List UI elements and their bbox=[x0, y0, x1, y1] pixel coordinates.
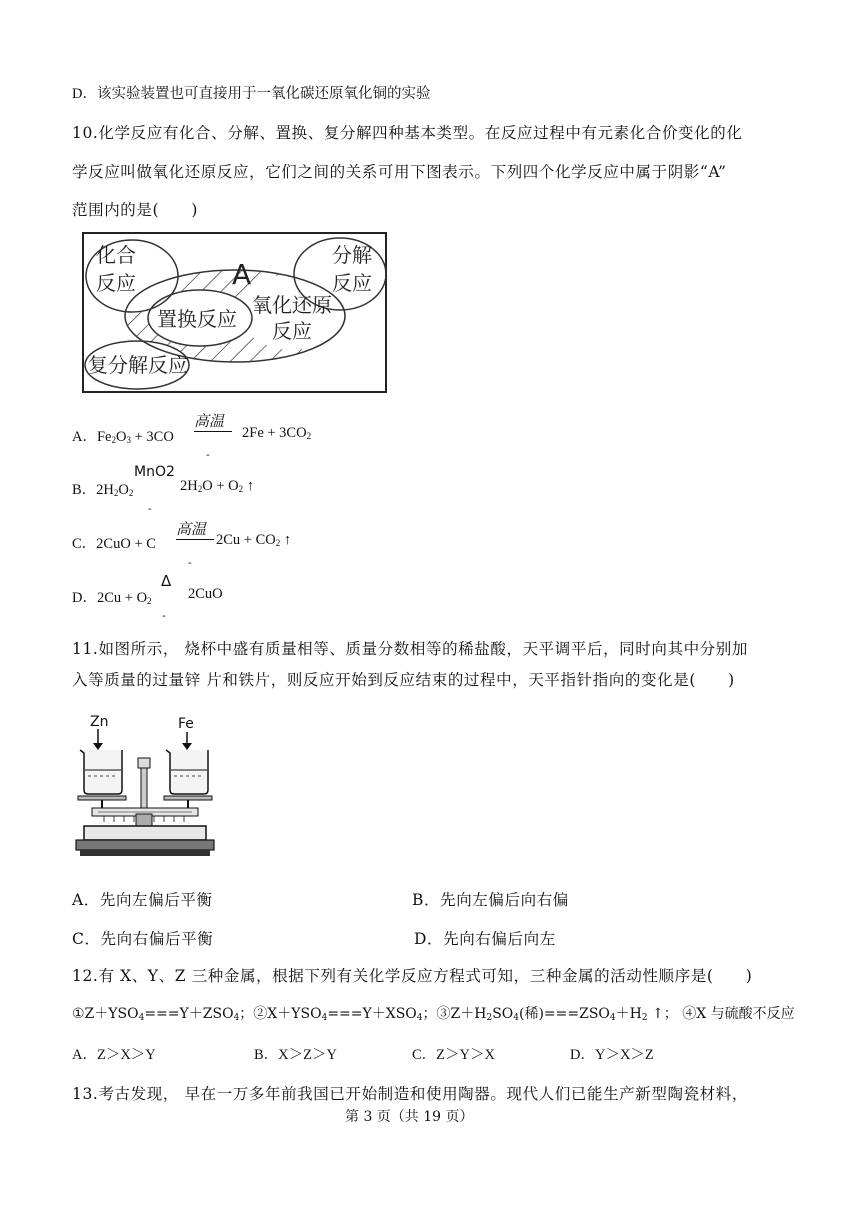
q10-stem-line2: 学反应叫做氧化还原反应，它们之间的关系可用下图表示。下列四个化学反应中属于阴影“A” bbox=[72, 163, 727, 181]
label-redox-2: 反应 bbox=[272, 319, 312, 343]
q11-stem-line2: 入等质量的过量锌 片和铁片，则反应开始到反应结束的过程中，天平指针指向的变化是( ) bbox=[72, 671, 735, 689]
balance-scale-figure bbox=[74, 712, 218, 860]
q10-option-b-catalyst: MnO2 bbox=[134, 464, 175, 480]
label-region-a: A bbox=[232, 258, 252, 291]
q10-option-d-dash: - bbox=[162, 609, 166, 622]
q12-option-a: A．Z＞X＞Y bbox=[72, 1047, 156, 1063]
q10-option-c-condition: 高温 bbox=[176, 518, 214, 539]
q10-option-a: A．$Fe_2O_3 + 3CO$ bbox=[72, 429, 174, 445]
label-displacement: 置换反应 bbox=[157, 307, 237, 331]
q12-option-c: C．Z＞Y＞X bbox=[412, 1047, 495, 1063]
q10-option-a-dash: - bbox=[206, 448, 210, 461]
label-double-decomposition: 复分解反应 bbox=[88, 353, 188, 377]
q11-option-b: B．先向左偏后向右偏 bbox=[412, 891, 569, 909]
q9-option-d: D．该实验装置也可直接用于一氧化碳还原氧化铜的实验 bbox=[72, 86, 431, 102]
label-decomposition-1: 分解 bbox=[332, 243, 372, 267]
q11-stem-line1: 11.如图所示， 烧杯中盛有质量相等、质量分数相等的稀盐酸，天平调平后，同时向其中分别加 bbox=[72, 640, 748, 658]
label-fe: Fe bbox=[178, 716, 194, 732]
q10-option-b: B．$2H_2O_2$ bbox=[72, 482, 134, 498]
q12-stem: 12.有 X、Y、Z 三种金属，根据下列有关化学反应方程式可知，三种金属的活动性顺序是( ) bbox=[72, 967, 753, 985]
q10-option-a-condition: 高温 bbox=[194, 410, 232, 431]
q10-option-d-heat: Δ bbox=[161, 572, 172, 590]
q10-option-b-products: $2H_2O + O_2$ ↑ bbox=[180, 478, 254, 494]
q11-option-a: A．先向左偏后平衡 bbox=[72, 891, 213, 909]
label-combination-2: 反应 bbox=[96, 271, 136, 295]
q12-option-b: B．X＞Z＞Y bbox=[254, 1047, 337, 1063]
q10-option-c-dash: - bbox=[188, 556, 192, 569]
label-zn: Zn bbox=[90, 714, 109, 730]
q10-stem-line1: 10.化学反应有化合、分解、置换、复分解四种基本类型。在反应过程中有元素化合价变化的化 bbox=[72, 124, 743, 142]
page-footer: 第 3 页（共 19 页） bbox=[345, 1109, 474, 1125]
q11-option-d: D．先向右偏后向左 bbox=[414, 930, 556, 948]
q10-option-a-products: $2Fe + 3CO_2$ bbox=[242, 425, 312, 441]
label-combination-1: 化合 bbox=[96, 243, 136, 267]
q12-equations: $①Z+YSO_4===Y+ZSO_4$；$②X+YSO_4===Y+XSO_4$；$③Z+H_2SO_4$(稀)$===ZSO_4+H_2$ ↑； ④X 与硫酸不反应 bbox=[72, 1006, 795, 1023]
q10-option-c-products: $2Cu + CO_2$ ↑ bbox=[216, 532, 292, 548]
q12-option-d: D．Y＞X＞Z bbox=[570, 1047, 654, 1063]
label-redox-1: 氧化还原 bbox=[252, 293, 332, 317]
label-decomposition-2: 反应 bbox=[332, 271, 372, 295]
q10-option-d-products: 2CuO bbox=[188, 586, 223, 602]
q13-stem-line1: 13.考古发现， 早在一万多年前我国已开始制造和使用陶器。现代人们已能生产新型陶瓷材料， bbox=[72, 1085, 748, 1103]
q10-option-c: C．2CuO + C bbox=[72, 536, 156, 552]
q10-option-b-dash: - bbox=[148, 502, 152, 515]
q10-option-d: D．$2Cu + O_2$ bbox=[72, 590, 152, 606]
q10-stem-line3: 范围内的是( ) bbox=[72, 201, 198, 219]
q11-option-c: C．先向右偏后平衡 bbox=[72, 930, 214, 948]
reaction-type-venn-diagram bbox=[82, 232, 388, 394]
